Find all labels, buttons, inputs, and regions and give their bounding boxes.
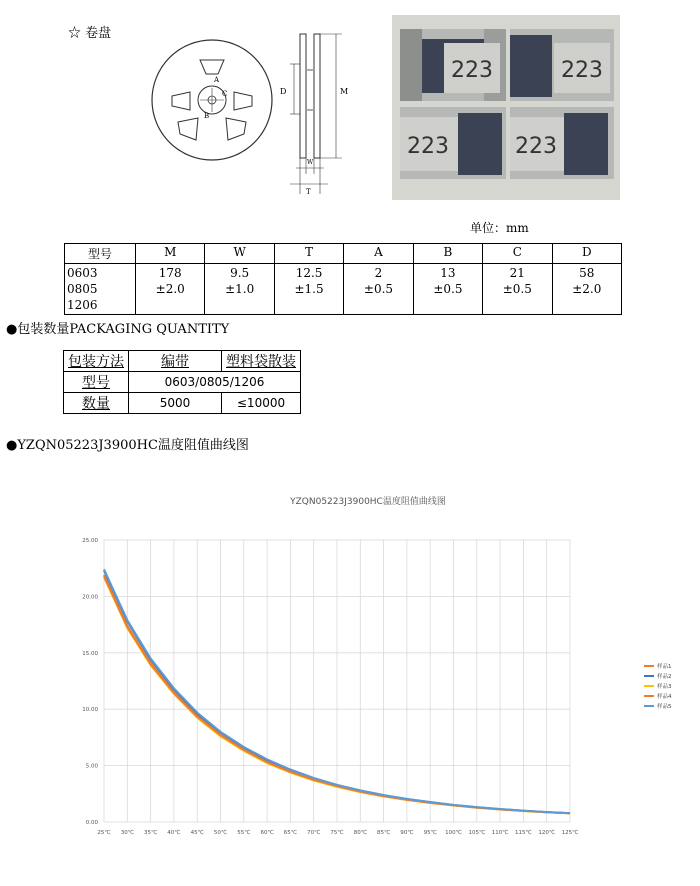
legend-label: 样品1 [657, 664, 672, 670]
dim-cell-w: 9.5 ±1.0 [205, 264, 274, 315]
table-header-row [65, 244, 622, 264]
chip-marking-2: 223 [561, 58, 603, 83]
dim-label-t: T [306, 188, 311, 196]
tape-quantity: 5000 [129, 393, 222, 414]
dim-cell-m: 178 ±2.0 [136, 264, 205, 315]
resistor-chip-4 [510, 107, 614, 179]
model-value: 0805 [67, 282, 98, 296]
x-tick-label: 100℃ [445, 830, 462, 836]
chip-marking-3: 223 [407, 134, 449, 159]
bag-header: 塑料袋散装 [222, 351, 301, 372]
model-value: 0603 [67, 266, 98, 280]
legend-label: 样品2 [657, 674, 672, 680]
legend-label: 样品5 [657, 704, 672, 710]
dim-label-c: C [222, 90, 228, 98]
bag-quantity: ≤10000 [222, 393, 301, 414]
packaging-section-title: ●包装数量PACKAGING QUANTITY [6, 322, 230, 337]
dim-cell-c: 21 ±0.5 [483, 264, 552, 315]
y-tick-label: 20.00 [82, 594, 98, 601]
dim-label-a: A [214, 76, 220, 84]
x-tick-label: 30℃ [120, 830, 134, 836]
x-tick-label: 120℃ [538, 830, 556, 836]
resistor-photo [392, 15, 620, 200]
x-tick-label: 25℃ [97, 830, 111, 836]
resistor-chip-3 [400, 107, 506, 179]
chart-plot [58, 494, 678, 840]
table-header-cell: 型号 [65, 244, 136, 264]
x-tick-label: 125℃ [561, 830, 579, 836]
packaging-table [63, 350, 301, 414]
unit-label: 单位：mm [470, 221, 529, 235]
resistor-chip-1 [400, 29, 506, 101]
chip-marking-4: 223 [515, 134, 557, 159]
legend-label: 样品4 [657, 694, 672, 700]
y-tick-label: 10.00 [82, 707, 98, 714]
dim-label-d: D [280, 87, 287, 96]
table-header-cell: T [274, 244, 343, 264]
x-tick-label: 50℃ [213, 830, 228, 836]
table-row [64, 393, 301, 414]
x-tick-label: 60℃ [260, 830, 274, 836]
temperature-resistance-chart [58, 494, 678, 840]
chip-marking-1: 223 [451, 58, 493, 83]
model-value: 1206 [67, 298, 98, 312]
x-tick-label: 45℃ [190, 830, 204, 836]
x-tick-label: 85℃ [377, 830, 391, 836]
x-tick-label: 105℃ [468, 830, 486, 836]
dim-label-m: M [340, 87, 349, 96]
dim-cell-b: 13 ±0.5 [413, 264, 482, 315]
x-tick-label: 80℃ [353, 830, 367, 836]
dim-label-b: B [204, 112, 210, 120]
table-header-cell: A [344, 244, 413, 264]
dim-label-w: W [307, 159, 314, 166]
packaging-method-header: 包装方法 [64, 351, 129, 372]
table-row [64, 372, 301, 393]
reel-section-title: ☆ 卷盘 [68, 26, 112, 41]
model-row-value: 0603/0805/1206 [129, 372, 301, 393]
table-header-cell: W [205, 244, 274, 264]
dim-cell-t: 12.5 ±1.5 [274, 264, 343, 315]
x-tick-label: 70℃ [307, 830, 321, 836]
model-cell [65, 264, 136, 315]
model-row-label: 型号 [64, 372, 129, 393]
table-header-cell: D [552, 244, 621, 264]
chart-title: YZQN05223J3900HC温度阻值曲线图 [290, 497, 446, 507]
y-tick-label: 25.00 [82, 538, 98, 544]
x-tick-label: 110℃ [491, 830, 509, 836]
x-tick-label: 75℃ [330, 830, 344, 836]
curve-section-title: ●YZQN05223J3900HC温度阻值曲线图 [6, 438, 249, 453]
x-tick-label: 35℃ [144, 830, 158, 836]
y-tick-label: 0.00 [85, 820, 98, 826]
table-header-cell: B [413, 244, 482, 264]
tape-header: 编带 [129, 351, 222, 372]
x-tick-label: 65℃ [283, 830, 297, 836]
table-header-cell: M [136, 244, 205, 264]
quantity-row-label: 数量 [64, 393, 129, 414]
resistor-chip-2 [510, 29, 614, 101]
x-tick-label: 40℃ [167, 830, 181, 836]
x-tick-label: 115℃ [515, 830, 532, 836]
y-tick-label: 5.00 [85, 763, 98, 770]
table-row [64, 351, 301, 372]
dim-cell-d: 58 ±2.0 [552, 264, 621, 315]
x-tick-label: 95℃ [423, 830, 437, 836]
y-tick-label: 15.00 [82, 650, 98, 657]
dim-cell-a: 2 ±0.5 [344, 264, 413, 315]
legend-label: 样品3 [657, 684, 672, 690]
table-header-cell: C [483, 244, 552, 264]
reel-dimensions-table [64, 243, 622, 315]
x-tick-label: 90℃ [400, 830, 414, 836]
x-tick-label: 55℃ [237, 830, 251, 836]
reel-dimension-drawing [150, 22, 360, 198]
table-row [65, 264, 622, 315]
